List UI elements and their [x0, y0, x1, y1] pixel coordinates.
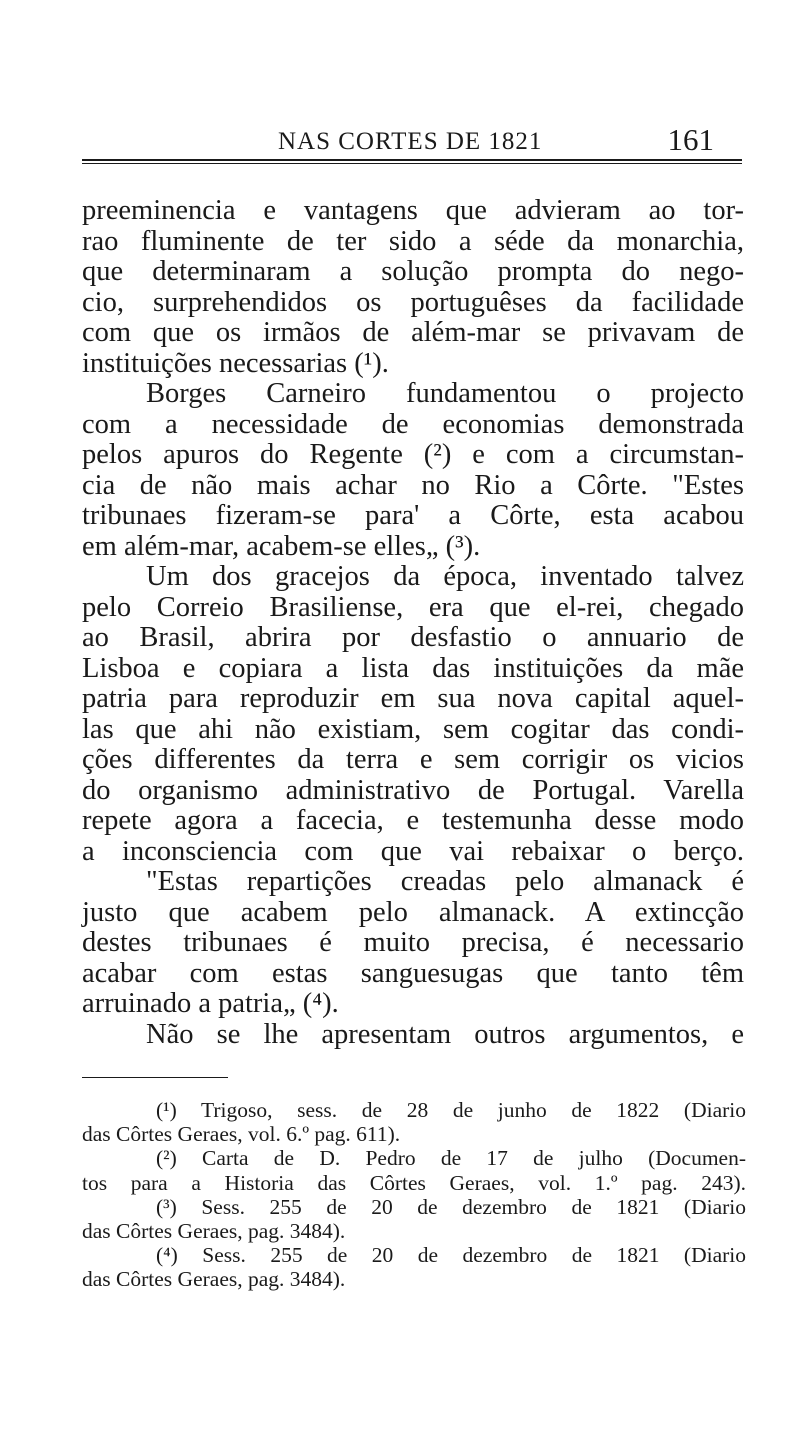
text-line: cio, surprehendidos os portuguêses da facilidade: [82, 286, 744, 318]
header-rule: [82, 159, 742, 161]
footnote-line: (²) Carta de D. Pedro de 17 de julho (Documen-: [156, 1146, 746, 1171]
page-number: 161: [667, 122, 714, 157]
footnote-line: (¹) Trigoso, sess. de 28 de junho de 1822 (Diario: [156, 1098, 746, 1122]
text-line: com que os irmãos de além-mar se privavam de: [82, 317, 744, 348]
text-line: preeminencia e vantagens que advieram ao tor-: [82, 195, 744, 226]
text-line: ções differentes da terra e sem corrigir os vicios: [82, 744, 744, 775]
text-line: "Estas repartições creadas pelo almanack é: [146, 866, 744, 897]
text-line: repete agora a facecia, e testemunha desse modo: [82, 805, 744, 836]
text-line: ao Brasil, abrira por desfastio o annuario de: [82, 622, 744, 653]
running-header: [82, 118, 742, 160]
text-line: que determinaram a solução prompta do nego-: [82, 256, 744, 287]
text-line: patria para reproduzir em sua nova capital aquel-: [82, 683, 744, 714]
text-line: Um dos gracejos da época, inventado talvez: [146, 561, 744, 592]
text-line: a inconsciencia com que vai rebaixar o berço.: [82, 835, 744, 867]
footnote-separator: [82, 1077, 228, 1078]
running-title: NAS CORTES DE 1821: [278, 128, 543, 155]
text-line: acabar com estas sanguesugas que tanto têm: [82, 957, 744, 989]
footnotes: [82, 1098, 746, 1292]
footnote-line: das Côrtes Geraes, pag. 3484).: [82, 1218, 346, 1243]
text-line: pelos apuros do Regente (²) e com a circumstan-: [82, 439, 744, 470]
text-line: tribunaes fizeram-se para' a Côrte, esta acabou: [82, 500, 744, 531]
text-line: Não se lhe apresentam outros argumentos, e: [146, 1018, 744, 1050]
header-rule-thin: [82, 163, 742, 164]
footnote-line: das Côrtes Geraes, vol. 6.º pag. 611).: [82, 1122, 401, 1147]
text-line: Lisboa e copiara a lista das instituições da mãe: [82, 652, 744, 684]
text-line: rao fluminente de ter sido a séde da monarchia,: [82, 225, 744, 257]
text-line: pelo Correio Brasiliense, era que el-rei, chegado: [82, 591, 744, 623]
body-text: [82, 196, 744, 1050]
text-line: com a necessidade de economias demonstrada: [82, 408, 744, 440]
text-line: em além-mar, acabem-se elles„ (³).: [82, 530, 481, 562]
text-line: cia de não mais achar no Rio a Côrte. "Estes: [82, 469, 744, 501]
footnote-line: (⁴) Sess. 255 de 20 de dezembro de 1821 (Diario: [156, 1243, 746, 1268]
text-line: Borges Carneiro fundamentou o projecto: [146, 378, 744, 409]
footnote-line: das Côrtes Geraes, pag. 3484).: [82, 1267, 346, 1292]
text-line: do organismo administrativo de Portugal. Varella: [82, 774, 744, 806]
text-line: justo que acabem pelo almanack. A extincção: [82, 896, 744, 928]
text-line: instituições necessarias (¹).: [82, 347, 389, 379]
text-line: las que ahi não existiam, sem cogitar das condi-: [82, 713, 744, 745]
text-line: arruinado a patria„ (⁴).: [82, 988, 339, 1019]
text-line: destes tribunaes é muito precisa, é necessario: [82, 927, 744, 958]
footnote-line: tos para a Historia das Côrtes Geraes, vol. 1.º pag. 243).: [82, 1170, 746, 1195]
footnote-line: (³) Sess. 255 de 20 de dezembro de 1821 (Diario: [156, 1194, 746, 1219]
